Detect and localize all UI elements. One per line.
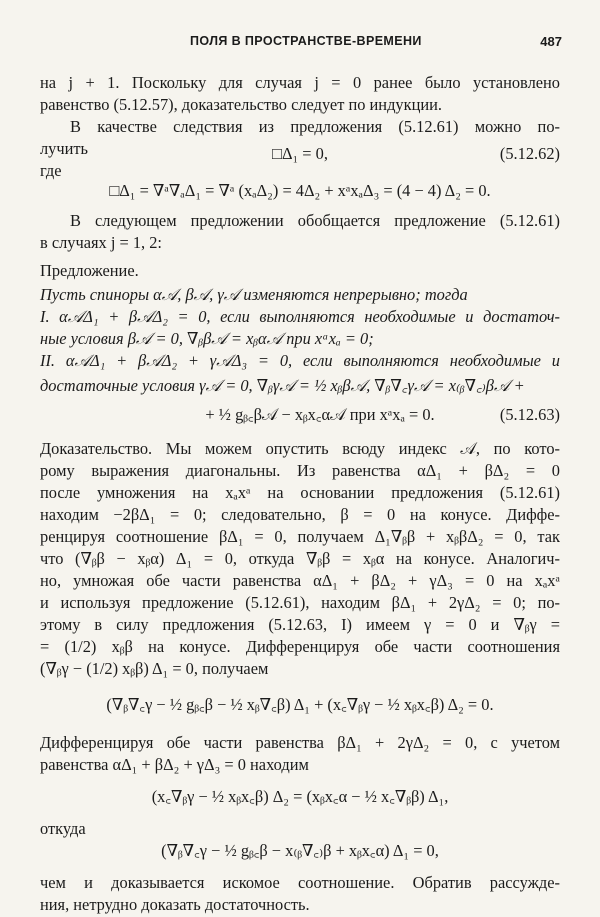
text-line: ренцируя соотношение βΔ₁ = 0, получаем Δ₁∇ᵦβ + xᵦβΔ₂ = 0, так: [40, 527, 560, 546]
text-line: В качестве следствия из предложения (5.12.61) можно по-: [70, 117, 560, 136]
equation-number: (5.12.63): [499, 405, 560, 424]
running-title: ПОЛЯ В ПРОСТРАНСТВЕ-ВРЕМЕНИ: [190, 34, 422, 48]
text-line: и используя предложение (5.12.61), находим βΔ₁ + 2γΔ₂ = 0; по-: [40, 593, 560, 612]
page-header: [0, 34, 600, 54]
proposition-heading: Предложение.: [40, 261, 139, 280]
text-line: равенство (5.12.57), доказательство следует по индукции.: [40, 95, 442, 114]
text-line: этому в силу предложения (5.12.63, I) имеем γ = 0 и ∇ᵦγ =: [40, 615, 560, 634]
proposition-line: I. α𝒜Δ₁ + β𝒜Δ₂ = 0, если выполняются необходимые и достаточ-: [40, 307, 560, 326]
text-line: где: [40, 161, 62, 180]
text-line: рому выражения диагональны. Из равенства αΔ₁ + βΔ₂ = 0: [40, 461, 560, 480]
text-line: находим −2βΔ₁ = 0; следовательно, β = 0 на конусе. Диффе-: [40, 505, 560, 524]
text-line: Дифференцируя обе части равенства βΔ₁ + 2γΔ₂ = 0, с учетом: [40, 733, 560, 752]
page-number: 487: [540, 34, 562, 49]
text-line: = (1/2) xᵦβ на конусе. Дифференцируя обе части соотношения: [40, 637, 560, 656]
text-line: после умножения на xₐxᵃ на основании предложения (5.12.61): [40, 483, 560, 502]
text-line: на j + 1. Поскольку для случая j = 0 ранее было установлено: [40, 73, 560, 92]
equation-derivative-a: (∇ᵦ∇꜀γ − ½ gᵦ꜀β − ½ xᵦ∇꜀β) Δ₁ + (x꜀∇ᵦγ − ½ xᵦx꜀β) Δ₂ = 0.: [106, 695, 494, 714]
proposition-line: Пусть спиноры α𝒜, β𝒜, γ𝒜 изменяются непрерывно; тогда: [40, 285, 468, 304]
equation-derivative-b: (x꜀∇ᵦγ − ½ xᵦx꜀β) Δ₂ = (xᵦx꜀α − ½ x꜀∇ᵦβ) Δ₁,: [151, 787, 449, 806]
text-line: но, умножая обе части равенства αΔ₁ + βΔ₂ + γΔ₃ = 0 на xₐxᵃ: [40, 571, 560, 590]
text-line: равенства αΔ₁ + βΔ₂ + γΔ₃ = 0 находим: [40, 755, 309, 774]
equation-5-12-62: □Δ₁ = 0,: [272, 144, 328, 163]
text-line: Доказательство. Мы можем опустить всюду индекс 𝒜, по кото-: [40, 439, 560, 458]
text-line: чем и доказывается искомое соотношение. Обратив рассужде-: [40, 873, 560, 892]
proposition-line: достаточные условия γ𝒜 = 0, ∇ᵦγ𝒜 = ½ xᵦβ𝒜, ∇ᵦ∇꜀γ𝒜 = x₍ᵦ∇꜀₎β𝒜 +: [40, 376, 525, 395]
equation-5-12-63: + ½ gᵦ꜀β𝒜 − xᵦx꜀α𝒜 при xᵃxₐ = 0.: [205, 405, 435, 424]
equation-number: (5.12.62): [499, 144, 560, 163]
text-line: что (∇ᵦβ − xᵦα) Δ₁ = 0, откуда ∇ᵦβ = xᵦα на конусе. Аналогич-: [40, 549, 560, 568]
text-line: ния, нетрудно доказать достаточность.: [40, 895, 310, 914]
text-line: лучить: [40, 139, 89, 158]
text-line: откуда: [40, 819, 86, 838]
proposition-line: ные условия β𝒜 = 0, ∇ᵦβ𝒜 = xᵦα𝒜 при xᵃxₐ = 0;: [40, 329, 374, 348]
text-line: (∇ᵦγ − (1/2) xᵦβ) Δ₁ = 0, получаем: [40, 659, 269, 678]
equation-derivative-c: (∇ᵦ∇꜀γ − ½ gᵦ꜀β − x₍ᵦ∇꜀₎β + xᵦx꜀α) Δ₁ = 0,: [161, 841, 439, 860]
proposition-line: II. α𝒜Δ₁ + β𝒜Δ₂ + γ𝒜Δ₃ = 0, если выполняются необходимые и: [40, 351, 560, 370]
text-line: В следующем предложении обобщается предложение (5.12.61): [70, 211, 560, 230]
equation-box-operator: □Δ₁ = ∇ᵃ∇ₐΔ₁ = ∇ᵃ (xₐΔ₂) = 4Δ₂ + xᵃxₐΔ₃ = (4 − 4) Δ₂ = 0.: [109, 181, 491, 200]
text-line: в случаях j = 1, 2:: [40, 233, 162, 252]
